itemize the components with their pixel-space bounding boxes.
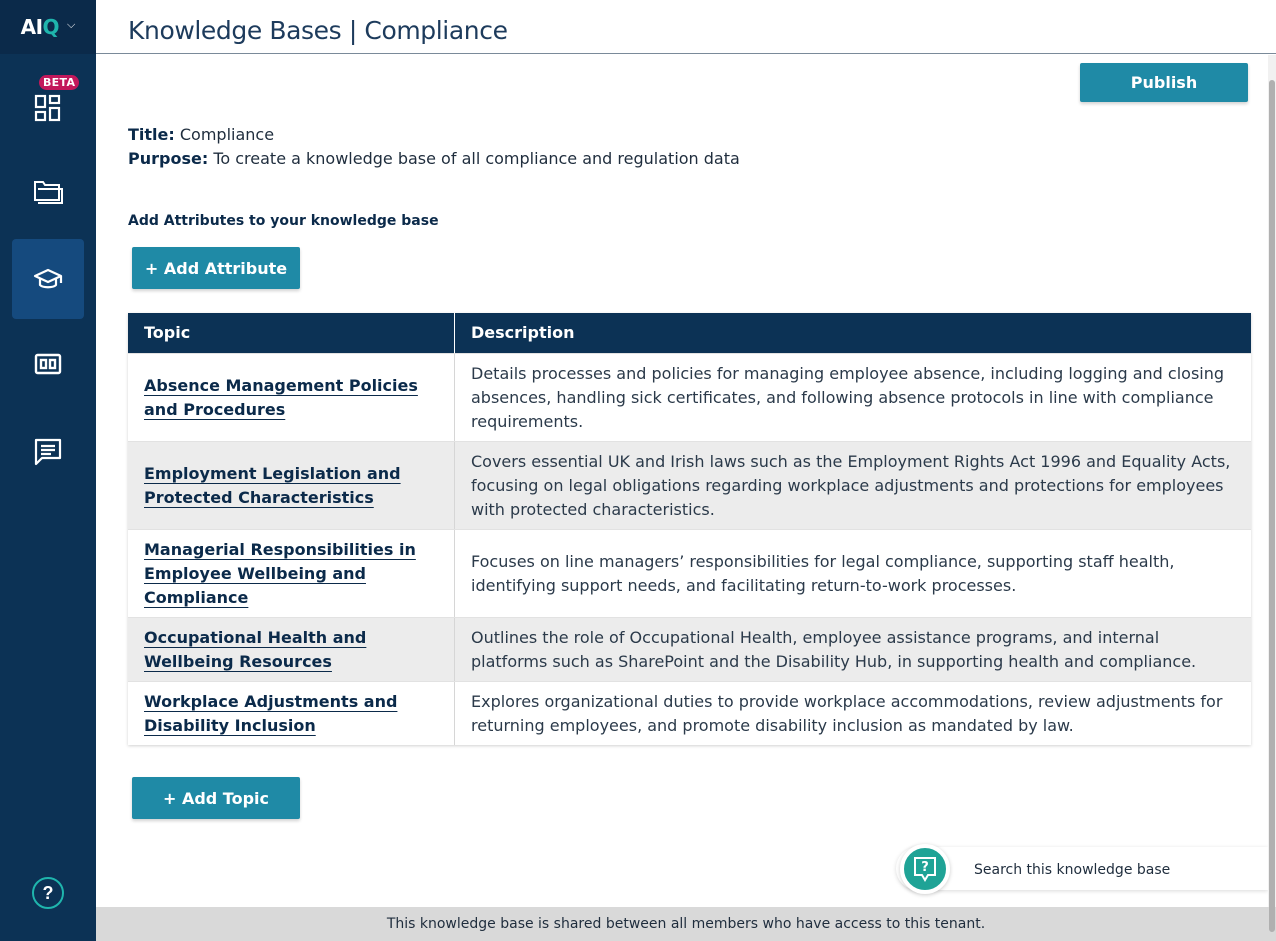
table-header xyxy=(128,313,1251,353)
search-kb-label[interactable]: Search this knowledge base xyxy=(974,862,1171,878)
topic-description: Explores organizational duties to provide workplace accommodations, review adjustments for returning employees, and promote disability inclusion as mandated by law. xyxy=(471,691,1223,735)
topics-table xyxy=(128,313,1251,745)
help-icon: ? xyxy=(42,882,54,903)
column-header-description: Description xyxy=(471,323,575,342)
sidebar xyxy=(0,0,96,941)
page-header xyxy=(96,0,1276,54)
topic-link[interactable]: Workplace Adjustments and Disability Inclusion xyxy=(144,691,398,735)
column-header-topic: Topic xyxy=(128,313,455,353)
topic-description: Details processes and policies for managing employee absence, including logging and closing absences, handling sick certificates, and following absence protocols in line with compliance requirements. xyxy=(471,363,1225,431)
table-row xyxy=(128,617,1251,681)
message-icon xyxy=(33,437,63,467)
add-topic-button[interactable]: + Add Topic xyxy=(132,777,300,819)
kb-title-value: Compliance xyxy=(174,125,275,144)
page-title: Knowledge Bases | Compliance xyxy=(128,16,508,45)
sidebar-item-boards[interactable] xyxy=(12,324,84,404)
main-content xyxy=(96,55,1268,907)
table-row xyxy=(128,681,1251,745)
search-knowledge-base-widget[interactable] xyxy=(896,847,1268,890)
kb-title xyxy=(128,125,274,144)
table-row xyxy=(128,353,1251,441)
kb-title-label: Title: xyxy=(128,125,175,144)
logo: AIQ xyxy=(20,15,60,39)
help-button[interactable] xyxy=(32,877,64,909)
table-row xyxy=(128,529,1251,617)
attributes-heading: Add Attributes to your knowledge base xyxy=(128,213,439,229)
dashboard-grid-icon xyxy=(33,93,63,123)
sidebar-item-knowledge-bases[interactable] xyxy=(12,239,84,319)
search-kb-button[interactable] xyxy=(900,844,950,894)
topic-description: Focuses on line managers’ responsibilities for legal compliance, supporting staff health, identifying support needs, and facilitating return-to-work processes. xyxy=(471,551,1175,595)
add-attribute-button[interactable]: + Add Attribute xyxy=(132,247,300,289)
scrollbar[interactable] xyxy=(1268,55,1276,907)
beta-badge: BETA xyxy=(39,75,79,90)
kb-purpose-value: To create a knowledge base of all compliance and regulation data xyxy=(208,149,740,168)
sidebar-item-folders[interactable] xyxy=(12,150,84,230)
scrollbar-thumb[interactable] xyxy=(1269,80,1275,932)
topic-link[interactable]: Occupational Health and Wellbeing Resources xyxy=(144,627,367,671)
columns-icon xyxy=(33,351,63,377)
folders-icon xyxy=(32,176,64,204)
svg-text:?: ? xyxy=(921,860,929,875)
graduation-cap-icon xyxy=(33,266,63,292)
topic-description: Outlines the role of Occupational Health, employee assistance programs, and internal platforms such as SharePoint and the Disability Hub, in supporting health and compliance. xyxy=(471,627,1197,671)
chevron-down-icon: ⌵ xyxy=(67,18,76,31)
question-bubble-icon xyxy=(912,855,938,883)
topic-description: Covers essential UK and Irish laws such as the Employment Rights Act 1996 and Equality Acts, focusing on legal obligations regarding workplace adjustments and protections for employees with protected characteristics. xyxy=(471,451,1231,519)
sidebar-item-chat[interactable] xyxy=(12,412,84,492)
topic-link[interactable]: Employment Legislation and Protected Characteristics xyxy=(144,463,401,507)
footer-notice: This knowledge base is shared between all members who have access to this tenant. xyxy=(96,907,1276,941)
kb-purpose xyxy=(128,149,740,168)
app-logo-switcher[interactable] xyxy=(0,0,96,54)
topic-link[interactable]: Managerial Responsibilities in Employee Wellbeing and Compliance xyxy=(144,539,416,607)
publish-button[interactable]: Publish xyxy=(1080,63,1248,102)
kb-purpose-label: Purpose: xyxy=(128,149,209,168)
table-row xyxy=(128,441,1251,529)
topic-link[interactable]: Absence Management Policies and Procedures xyxy=(144,375,418,419)
